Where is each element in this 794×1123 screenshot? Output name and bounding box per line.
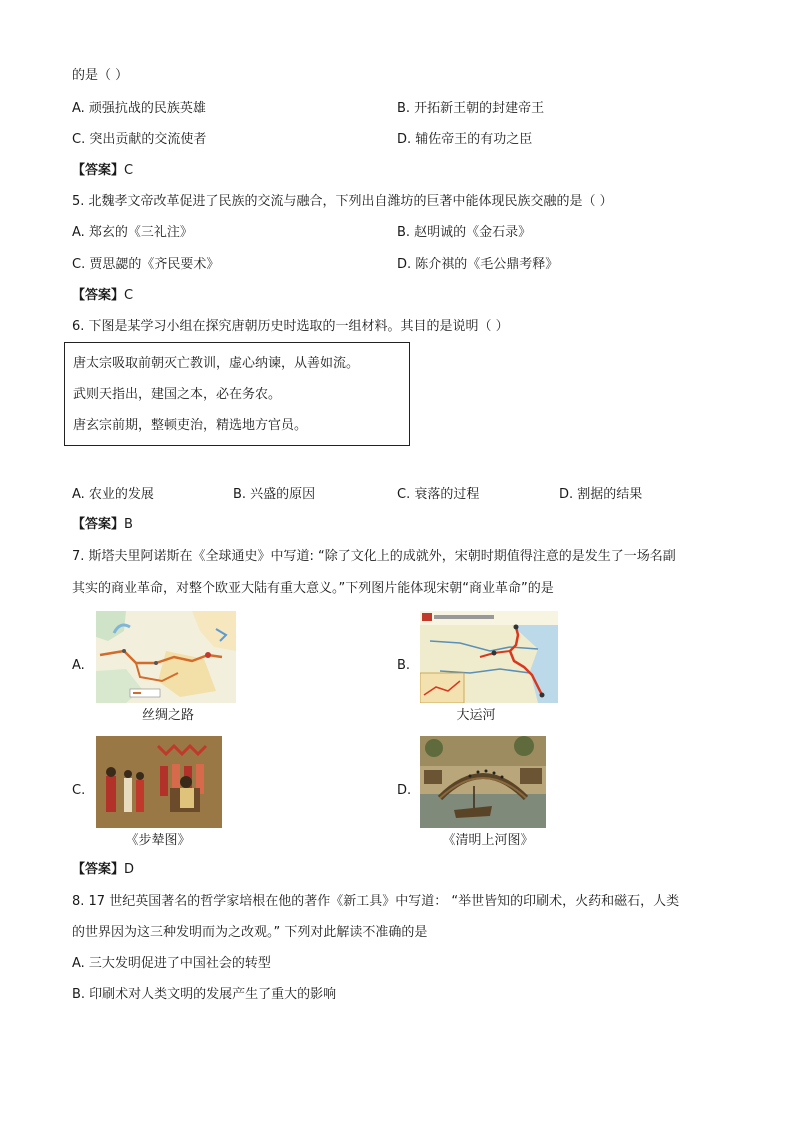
answer-label: 【答案】 [72, 862, 125, 877]
q7-stem-line2: 其实的商业革命，对整个欧亚大陆有重大意义。”下列图片能体现宋朝“商业革命”的是 [72, 581, 554, 596]
q4-option-a: A. 顽强抗战的民族英雄 [72, 101, 206, 116]
q7-option-d-caption: 《清明上河图》 [442, 833, 534, 848]
q7-option-d-letter: D. [397, 783, 412, 798]
q7-option-a-caption: 丝绸之路 [141, 708, 194, 723]
q6-answer [72, 516, 133, 534]
q5-answer [72, 287, 133, 305]
q7-option-c-letter: C. [72, 783, 86, 798]
q4-option-d: D. 辅佐帝王的有功之臣 [397, 132, 533, 147]
q4-answer [72, 162, 133, 180]
answer-label: 【答案】 [72, 163, 125, 178]
q7-option-b-caption: 大运河 [456, 708, 496, 723]
q4-stem-tail: 的是（ ） [72, 68, 129, 83]
answer-label: 【答案】 [72, 517, 125, 532]
q8-option-b: B. 印刷术对人类文明的发展产生了重大的影响 [72, 987, 337, 1002]
answer-value: B [124, 517, 133, 532]
q5-option-c: C. 贾思勰的《齐民要术》 [72, 257, 220, 272]
q5-option-a: A. 郑玄的《三礼注》 [72, 225, 193, 240]
answer-value: C [124, 163, 134, 178]
q6-option-c: C. 衰落的过程 [397, 487, 480, 502]
answer-label: 【答案】 [72, 288, 125, 303]
q5-option-d: D. 陈介祺的《毛公鼎考释》 [397, 257, 559, 272]
q6-option-a: A. 农业的发展 [72, 487, 154, 502]
qingming-shanghe-tu-painting-image [420, 736, 546, 828]
q5-stem: 5. 北魏孝文帝改革促进了民族的交流与融合，下列出自潍坊的巨著中能体现民族交融的是（ ） [72, 194, 613, 209]
q7-option-c-caption: 《步辇图》 [125, 833, 191, 848]
q6-option-b: B. 兴盛的原因 [233, 487, 316, 502]
q8-stem-line1: 8. 17 世纪英国著名的哲学家培根在他的著作《新工具》中写道： “举世皆知的印刷术，火药和磁石，人类 [72, 894, 680, 909]
q6-material-line: 唐太宗吸取前朝灭亡教训，虚心纳谏，从善如流。 [73, 356, 360, 371]
grand-canal-map-image [420, 611, 558, 703]
q5-option-b: B. 赵明诚的《金石录》 [397, 225, 532, 240]
q4-option-b: B. 开拓新王朝的封建帝王 [397, 101, 545, 116]
bunian-tu-painting-image [96, 736, 222, 828]
silk-road-map-image [96, 611, 236, 703]
q4-option-c: C. 突出贡献的交流使者 [72, 132, 207, 147]
q8-option-a: A. 三大发明促进了中国社会的转型 [72, 956, 271, 971]
q6-option-d: D. 割据的结果 [559, 487, 643, 502]
q6-stem: 6. 下图是某学习小组在探究唐朝历史时选取的一组材料。其目的是说明（ ） [72, 319, 509, 334]
q7-option-b-letter: B. [397, 658, 411, 673]
q6-material-line: 唐玄宗前期，整顿吏治，精选地方官员。 [73, 418, 308, 433]
q7-answer [72, 861, 134, 879]
q6-material-line: 武则天指出，建国之本，必在务农。 [73, 387, 282, 402]
q6-material-box [64, 342, 410, 446]
answer-value: C [124, 288, 134, 303]
answer-value: D [124, 862, 135, 877]
q8-stem-line2: 的世界因为这三种发明而为之改观。” 下列对此解读不准确的是 [72, 925, 428, 940]
q7-stem-line1: 7. 斯塔夫里阿诺斯在《全球通史》中写道: “除了文化上的成就外，宋朝时期值得注意的是发生了一场名副 [72, 549, 676, 564]
q7-option-a-letter: A. [72, 658, 85, 673]
